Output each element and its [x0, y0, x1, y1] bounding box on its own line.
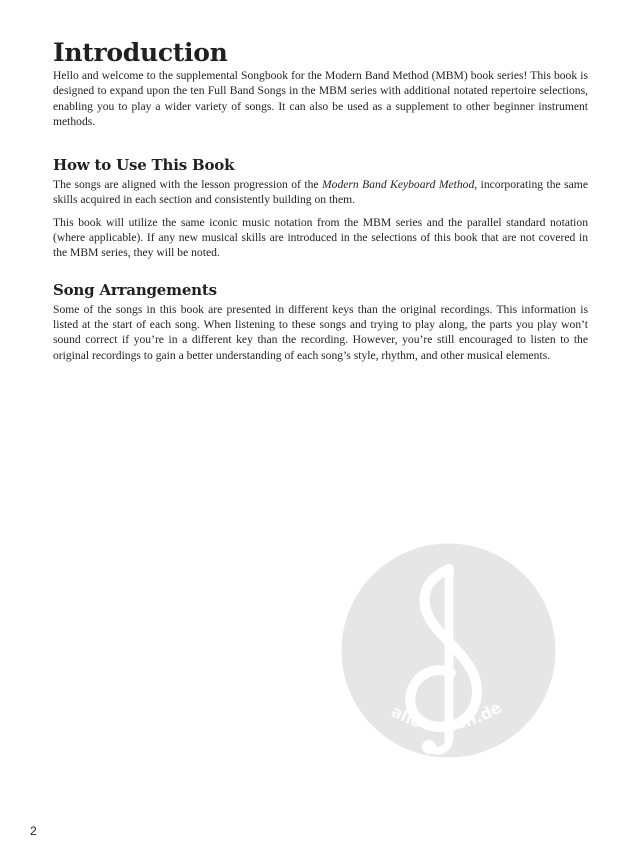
how-to-use-text-end: , incorporating the same skills acquired in each section and consistently building on them.	[53, 178, 588, 207]
page-number: 2	[30, 824, 37, 838]
watermark-text: alle-noten.de	[388, 697, 505, 735]
page-title: Introduction	[53, 38, 228, 67]
method-title: Modern Band Keyboard Method	[321, 178, 475, 192]
section-heading-how-to-use: How to Use This Book	[53, 156, 235, 175]
section-heading-song-arrangements: Song Arrangements	[53, 280, 217, 299]
intro-paragraph: Hello and welcome to the supplemental Songbook for the Modern Band Method (MBM) book series! This book is designed to expand upon the ten Full Band Songs in the MBM series with additional notated repertoire selections, enabling you to play a wider variety of songs. It can also be used as a supplement to other beginner instrument methods.	[53, 69, 588, 128]
how-to-use-paragraph-2: This book will utilize the same iconic music notation from the MBM series and the parallel standard notation (where applicable). If any new musical skills are introduced in the selections of this book that are not covered in the MBM series, they will be noted.	[53, 215, 588, 260]
how-to-use-paragraph-1	[53, 177, 588, 208]
page-content	[53, 38, 588, 363]
song-arrangements-paragraph: Some of the songs in this book are presented in different keys than the original recordings. This information is listed at the start of each song. When listening to these songs and trying to play along, the parts you play won’t sound correct if you’re in a different key than the recording. However, you’re still encouraged to listen to the original recordings to gain a better understanding of each song’s style, rhythm, and other musical elements.	[53, 302, 588, 362]
watermark-logo	[341, 543, 556, 758]
how-to-use-text-start: The songs are aligned with the lesson progression of the	[53, 178, 322, 192]
